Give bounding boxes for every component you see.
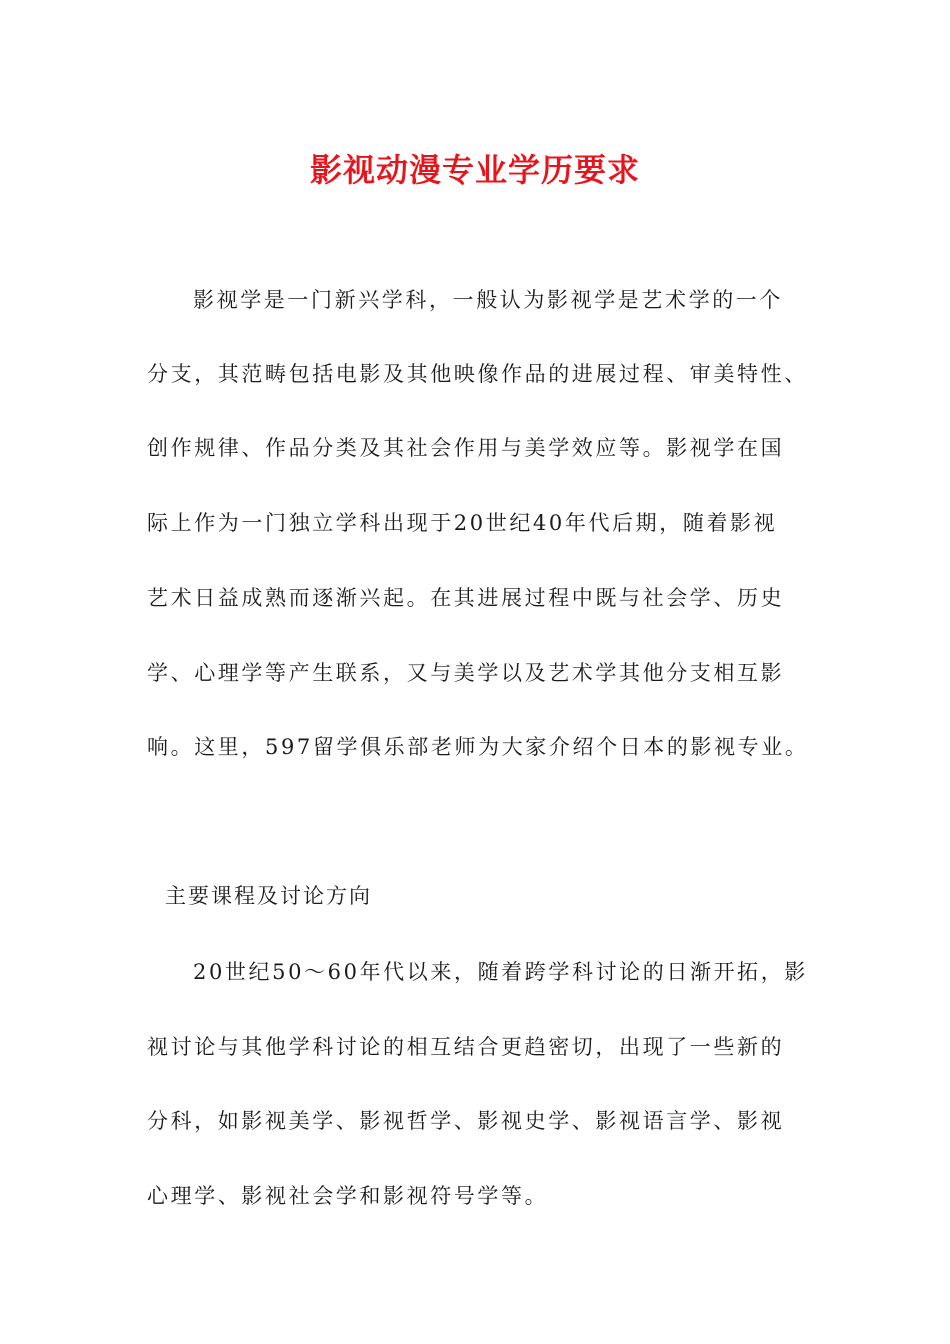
paragraph-line: 艺术日益成熟而逐渐兴起。在其进展过程中既与社会学、历史 xyxy=(147,586,785,610)
section-heading: 主要课程及讨论方向 xyxy=(165,884,372,908)
paragraph-line: 际上作为一门独立学科出现于20世纪40年代后期，随着影视 xyxy=(147,511,778,535)
paragraph-line: 影视学是一门新兴学科，一般认为影视学是艺术学的一个 xyxy=(193,288,783,312)
paragraph-line: 创作规律、作品分类及其社会作用与美学效应等。影视学在国 xyxy=(147,436,785,460)
paragraph-line: 心理学、影视社会学和影视符号学等。 xyxy=(147,1184,549,1208)
document-title: 影视动漫专业学历要求 xyxy=(309,151,640,189)
paragraph-line: 视讨论与其他学科讨论的相互结合更趋密切，出现了一些新的 xyxy=(147,1035,785,1059)
paragraph-line: 20世纪50～60年代以来，随着跨学科讨论的日渐开拓，影 xyxy=(193,960,808,984)
paragraph-line: 分支，其范畴包括电影及其他映像作品的进展过程、审美特性、 xyxy=(147,362,808,386)
paragraph-line: 响。这里，597留学俱乐部老师为大家介绍个日本的影视专业。 xyxy=(147,735,809,759)
paragraph-line: 分科，如影视美学、影视哲学、影视史学、影视语言学、影视 xyxy=(147,1109,785,1133)
paragraph-line: 学、心理学等产生联系，又与美学以及艺术学其他分支相互影 xyxy=(147,661,785,685)
